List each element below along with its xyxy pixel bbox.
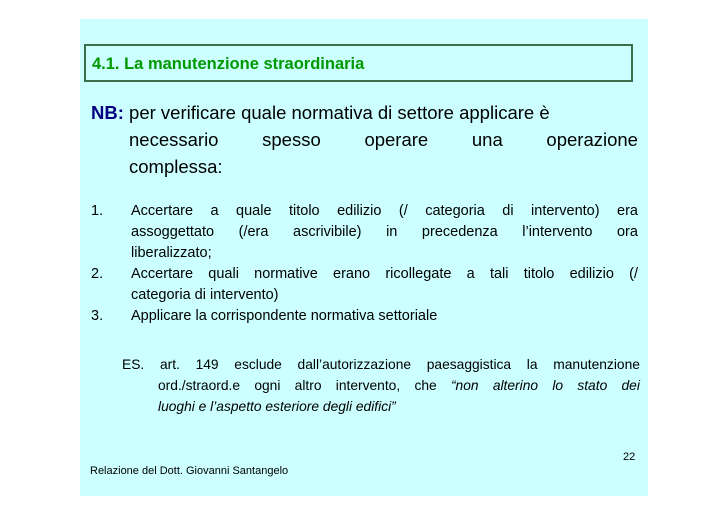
list-item-word: categoria di intervento) — [131, 287, 279, 303]
list-item-word: di — [502, 203, 514, 219]
es-line-2-quote-word: alterino — [492, 378, 539, 393]
nb-line-2-word: operare — [364, 129, 429, 150]
list-item — [91, 264, 638, 306]
nb-text-3: complessa: — [129, 156, 223, 177]
list-item-word: precedenza — [421, 224, 498, 240]
list-item-word: a — [210, 203, 219, 219]
list-item-word: Applicare la corrispondente normativa settoriale — [131, 308, 438, 324]
list-item-word: quale — [236, 203, 272, 219]
list-item-word: (/ — [398, 203, 408, 219]
numbered-list — [91, 201, 638, 327]
es-line-2-quote-word: dei — [621, 378, 640, 393]
es-line-1 — [122, 354, 640, 375]
es-line-1-word: manutenzione — [553, 357, 640, 372]
list-item-word: erano — [333, 266, 371, 282]
list-item-word: ora — [616, 224, 638, 240]
list-item-word: in — [386, 224, 398, 240]
es-line-1-word: esclude — [234, 357, 282, 372]
list-item-word: intervento) — [531, 203, 600, 219]
list-item-line — [131, 243, 638, 264]
list-item — [91, 306, 638, 327]
es-line-1-word: ES. — [122, 357, 145, 372]
nb-line-2-word: spesso — [262, 129, 321, 150]
list-item-word: Accertare — [131, 266, 194, 282]
nb-paragraph — [91, 99, 638, 180]
list-item-line — [131, 264, 638, 285]
list-item-line — [131, 306, 638, 327]
es-line-1-word: art. — [159, 357, 180, 372]
nb-line-2-word: necessario — [129, 129, 219, 150]
es-line-1-word: paesaggistica — [426, 357, 512, 372]
nb-line-2 — [91, 126, 638, 153]
slide — [80, 19, 648, 496]
list-item-line — [131, 222, 638, 243]
list-item-word: (/ — [629, 266, 638, 282]
list-item-line — [131, 285, 638, 306]
list-item-word: era — [617, 203, 638, 219]
es-line-1-word: 149 — [195, 357, 219, 372]
es-line-2-quote-word: “non — [450, 378, 479, 393]
list-item-word: Accertare — [131, 203, 194, 219]
nb-line-2-word: operazione — [546, 129, 638, 150]
es-line-2-word: altro — [294, 378, 322, 393]
list-item-word: liberalizzato; — [131, 245, 212, 261]
list-item-word: a — [466, 266, 475, 282]
es-line-2-word: ogni — [254, 378, 281, 393]
list-item-line — [131, 201, 638, 222]
es-line-2-word: ord./straord.e — [158, 378, 241, 393]
nb-line-1 — [91, 99, 638, 126]
nb-text-1: per verificare quale normativa di settore applicare è — [129, 102, 550, 123]
title-box — [84, 44, 633, 82]
es-line-1-word: la — [526, 357, 538, 372]
es-line-2-word: che — [414, 378, 437, 393]
list-item-number: 2. — [91, 266, 104, 282]
list-item-word: normative — [254, 266, 318, 282]
es-line-2 — [122, 375, 640, 396]
list-item-word: categoria — [425, 203, 485, 219]
es-line-2-quote-word: stato — [577, 378, 608, 393]
footer-author: Relazione del Dott. Giovanni Santangelo — [90, 465, 289, 477]
nb-label: NB: — [91, 102, 124, 123]
es-line-3 — [122, 396, 640, 417]
list-item — [91, 201, 638, 264]
nb-line-2-word: una — [471, 129, 503, 150]
list-item-word: assoggettato — [131, 224, 215, 240]
list-item-word: l’intervento — [522, 224, 593, 240]
es-line-1-word: dall’autorizzazione — [297, 357, 412, 372]
list-item-word: titolo — [523, 266, 555, 282]
list-item-number: 3. — [91, 308, 104, 324]
list-item-word: quali — [208, 266, 239, 282]
list-item-word: (/era — [238, 224, 269, 240]
nb-line-3 — [91, 153, 638, 180]
list-item-word: ricollegate — [385, 266, 452, 282]
list-item-word: edilizio — [337, 203, 382, 219]
list-item-word: tali — [489, 266, 509, 282]
es-quote-end: luoghi e l’aspetto esteriore degli edifici” — [158, 399, 396, 414]
list-item-number: 1. — [91, 203, 104, 219]
slide-title: 4.1. La manutenzione straordinaria — [92, 55, 365, 73]
list-item-word: titolo — [288, 203, 320, 219]
es-line-2-quote-word: lo — [552, 378, 564, 393]
example-paragraph — [122, 354, 640, 417]
list-item-word: edilizio — [569, 266, 614, 282]
page-number: 22 — [623, 451, 636, 463]
list-item-word: ascrivibile) — [293, 224, 362, 240]
es-line-2-word: intervento, — [335, 378, 401, 393]
